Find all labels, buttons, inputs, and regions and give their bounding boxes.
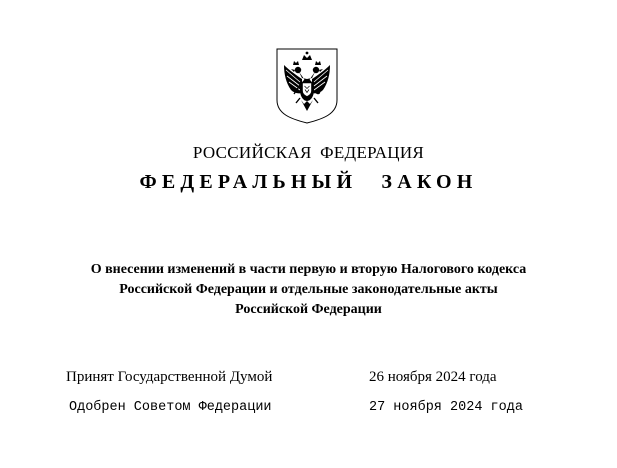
law-title-line: Российской Федерации и отдельные законодательные акты bbox=[119, 282, 498, 297]
document-type-heading: ФЕДЕРАЛЬНЫЙ ЗАКОН bbox=[139, 171, 478, 193]
law-title bbox=[40, 260, 577, 320]
law-title-line: О внесении изменений в части первую и вторую Налогового кодекса bbox=[90, 262, 527, 277]
law-title-line: Российской Федерации bbox=[235, 302, 382, 317]
duma-adoption-date: 26 ноября 2024 года bbox=[369, 369, 497, 385]
council-approval-label: Одобрен Советом Федерации bbox=[69, 400, 272, 415]
duma-adoption-label: Принят Государственной Думой bbox=[66, 369, 273, 385]
russian-coat-of-arms-icon bbox=[276, 48, 338, 124]
council-approval-date: 27 ноября 2024 года bbox=[369, 400, 523, 415]
country-name: РОССИЙСКАЯ ФЕДЕРАЦИЯ bbox=[192, 143, 425, 162]
